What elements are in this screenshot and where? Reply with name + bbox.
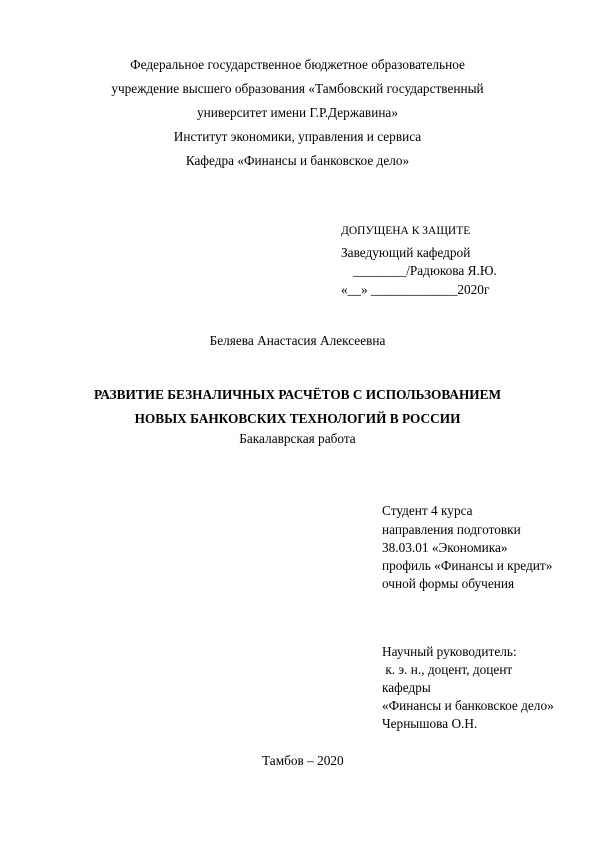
city-year: Тамбов – 2020 <box>262 753 344 768</box>
work-title-line-2: НОВЫХ БАНКОВСКИХ ТЕХНОЛОГИЙ В РОССИИ <box>134 411 461 426</box>
student-line-3: 38.03.01 «Экономика» <box>382 540 508 555</box>
approval-date-line: «__» _____________2020г <box>341 282 490 297</box>
header-line-3: университет имени Г.Р.Державина» <box>197 105 398 120</box>
supervisor-line-1: Научный руководитель: <box>382 644 517 659</box>
author-name: Беляева Анастасия Алексеевна <box>209 333 386 348</box>
student-line-4: профиль «Финансы и кредит» <box>382 558 553 573</box>
student-line-1: Студент 4 курса <box>382 503 473 518</box>
approval-caption: ДОПУЩЕНА К ЗАЩИТЕ <box>341 225 471 237</box>
approval-signature-line: ________/Радюкова Я.Ю. <box>353 263 497 278</box>
student-line-2: направления подготовки <box>382 522 521 537</box>
supervisor-line-4: «Финансы и банковское дело» <box>382 698 554 713</box>
work-title-line-1: РАЗВИТИЕ БЕЗНАЛИЧНЫХ РАСЧЁТОВ С ИСПОЛЬЗОВАНИЕМ <box>93 387 502 402</box>
supervisor-line-2: к. э. н., доцент, доцент <box>382 662 513 677</box>
header-line-2: учреждение высшего образования «Тамбовский государственный <box>111 81 484 96</box>
approval-head-label: Заведующий кафедрой <box>341 245 471 260</box>
supervisor-line-5: Чернышова О.Н. <box>382 716 478 731</box>
work-type: Бакалаврская работа <box>239 431 356 446</box>
header-line-5: Кафедра «Финансы и банковское дело» <box>185 153 410 168</box>
student-line-5: очной формы обучения <box>382 576 515 591</box>
header-line-1: Федеральное государственное бюджетное образовательное <box>130 57 465 72</box>
header-line-4: Институт экономики, управления и сервиса <box>173 129 422 144</box>
supervisor-line-3: кафедры <box>382 680 431 695</box>
